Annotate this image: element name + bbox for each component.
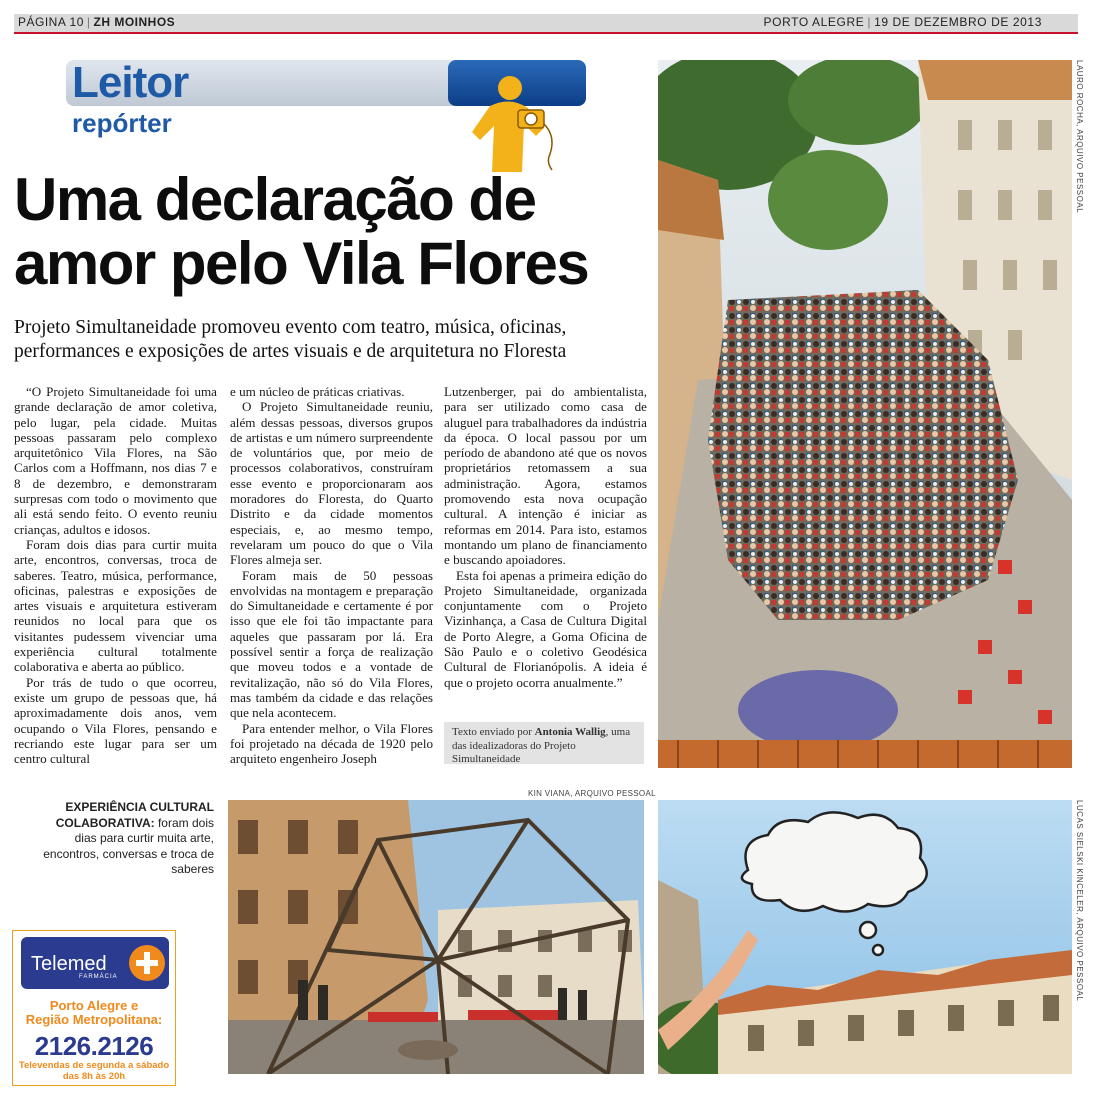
headline-line-2: amor pelo Vila Flores bbox=[14, 230, 589, 297]
article-paragraph: Por trás de tudo o que ocorreu, existe um grupo de pessoas que, há aproximadamente dois anos, vem ocupando o Vila Flores, pensando e recriando este lugar para ser um centro cultural bbox=[14, 674, 217, 767]
article-paragraph: O Projeto Simultaneidade reuniu, além dessas pessoas, diversos grupos de artistas e um número surpreendente de voluntários que, por meio de processos colaborativos, construíram esse evento e proporcionaram aos moradores do Floresta, do Quarto Distrito e da cidade momentos especiais, e, ao mesmo tempo, revelaram um pouco do que o Vila Flores almeja ser. bbox=[230, 399, 433, 568]
author-credit-prefix: Texto enviado por bbox=[452, 726, 532, 738]
article-column-3 bbox=[444, 384, 647, 690]
caption-text: foram dois dias para curtir muita arte, encontros, conversas e troca de saberes bbox=[43, 815, 214, 876]
photo-thought-cloud bbox=[658, 800, 1072, 1074]
headline bbox=[14, 168, 654, 296]
dateline: PORTO ALEGRE | 19 DE DEZEMBRO DE 2013 bbox=[763, 15, 1042, 29]
photo-credit-cloud: LUCAS SIELSKI KINCELER, ARQUIVO PESSOAL bbox=[1075, 800, 1084, 1002]
article-paragraph: Lutzenberger, pai do ambientalista, para ser utilizado como casa de aluguel para trabalhadores da indústria da época. O local passou por um período de abandono até que os novos proprietários retomassem a sua administração. Agora, estamos promovendo esta nova ocupação cultural. A intenção é iniciar as reformas em 2014. Para isto, estamos montando um plano de financiamento e buscando apoiadores. bbox=[444, 384, 647, 568]
section-logo-word-leitor: Leitor bbox=[72, 58, 189, 107]
article-paragraph: “O Projeto Simultaneidade foi uma grande declaração de amor coletiva, pelo lugar, pela cidade. Muitas pessoas passaram pelo complexo arquitetônico Vila Flores, na São Carlos com a Hoffmann, nos dias 7 e 8 de dezembro, e demonstraram surpresas com todo o movimento que ali está sendo feito. O evento reuniu crianças, adultos e idosos. bbox=[14, 384, 217, 537]
headline-line-1: Uma declaração de bbox=[14, 166, 536, 233]
article-paragraph: e um núcleo de práticas criativas. bbox=[230, 384, 405, 399]
ad-brand-banner bbox=[21, 937, 169, 989]
photo-credit-main: LAURO ROCHA, ARQUIVO PESSOAL bbox=[1075, 60, 1084, 214]
page-folio: PÁGINA 10 | ZH MOINHOS bbox=[18, 15, 176, 29]
article-paragraph: Foram mais de 50 pessoas envolvidas na montagem e preparação do Simultaneidade e certamente é por isso que ele foi tão impactante para aqueles que passaram por lá. Era possível sentir a força de realização que moveu todos e a vontade de revitalização, não só do Vila Flores, mas também da cidade e das relações que nela acontecem. bbox=[230, 567, 433, 721]
ad-region bbox=[13, 999, 175, 1027]
header-rule bbox=[14, 32, 1078, 34]
section-name: ZH MOINHOS bbox=[93, 15, 176, 29]
issue-date: 19 DE DEZEMBRO DE 2013 bbox=[874, 15, 1042, 29]
pharmacy-cross-icon bbox=[129, 945, 165, 981]
photo-credit-geodesic: KIN VIANA, ARQUIVO PESSOAL bbox=[528, 789, 656, 798]
photo-caption bbox=[40, 800, 214, 878]
article-column-1 bbox=[14, 384, 217, 766]
article-paragraph: Esta foi apenas a primeira edição do Projeto Simultaneidade, organizada conjuntamente com o Projeto Vizinhança, a Casa de Cultura Digital de Porto Alegre, a Goma Oficina de São Paulo e o coletivo Geodésica Cultural de Florianópolis. A ideia é que o projeto ocorra anualmente.” bbox=[444, 567, 647, 690]
ad-region-line-1: Porto Alegre e bbox=[49, 998, 139, 1013]
photographer-icon bbox=[452, 66, 562, 172]
page-number: PÁGINA 10 bbox=[18, 15, 84, 29]
page-header bbox=[14, 14, 1078, 32]
ad-hours bbox=[13, 1061, 175, 1082]
section-logo-word-reporter: repórter bbox=[72, 108, 172, 138]
article-column-2 bbox=[230, 384, 433, 766]
ad-brand-subtitle: FARMÁCIA bbox=[79, 974, 118, 980]
ad-hours-line-2: das 8h às 20h bbox=[62, 1070, 126, 1082]
photo-crowd-courtyard bbox=[658, 60, 1072, 768]
subheadline-line-2: performances e exposições de artes visuais e de arquitetura no Floresta bbox=[14, 341, 567, 362]
article-paragraph: Para entender melhor, o Vila Flores foi projetado na década de 1920 pelo arquiteto engenheiro Joseph bbox=[230, 720, 433, 767]
article-paragraph: Foram dois dias para curtir muita arte, encontros, conversas, troca de saberes. Teatro, música, performance, oficinas, palestras e exposições de artes visuais e arquitetura estiveram reunidos no local para que os visitantes pudessem vivenciar uma experiência cultural totalmente colaborativa e aberta ao público. bbox=[14, 536, 217, 675]
author-credit-box bbox=[444, 722, 644, 764]
author-name: Antonia Wallig bbox=[534, 726, 606, 738]
ad-phone-number[interactable]: 2126.2126 bbox=[34, 1031, 154, 1061]
subheadline-line-1: Projeto Simultaneidade promoveu evento com teatro, música, oficinas, bbox=[14, 317, 567, 338]
ad-region-line-2: Região Metropolitana: bbox=[25, 1012, 163, 1027]
advertisement-telemed[interactable] bbox=[12, 930, 176, 1086]
city: PORTO ALEGRE bbox=[763, 15, 865, 29]
author-credit-suffix: , uma das idealizadoras do Projeto Simultaneidade bbox=[452, 726, 631, 765]
photo-geodesic-dome bbox=[228, 800, 644, 1074]
caption-lead: EXPERIÊNCIA CULTURAL COLABORATIVA: bbox=[55, 800, 214, 830]
subheadline bbox=[14, 316, 654, 364]
ad-hours-line-1: Televendas de segunda a sábado bbox=[18, 1060, 170, 1071]
ad-brand-name: Telemed bbox=[31, 953, 107, 975]
